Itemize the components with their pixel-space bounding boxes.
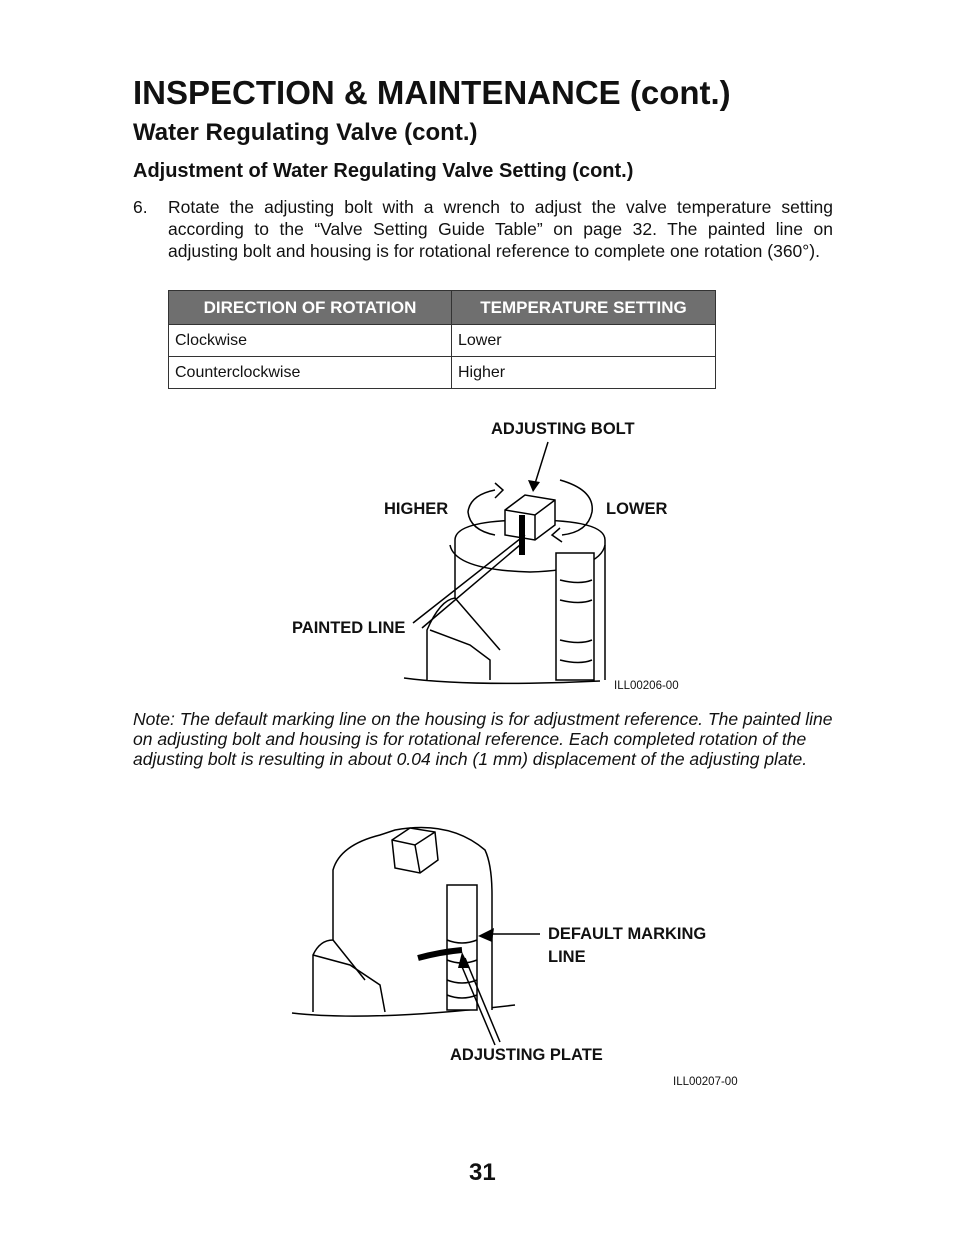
- default-marking-label-line2: LINE: [548, 948, 586, 966]
- table-cell-direction: Counterclockwise: [169, 357, 452, 389]
- higher-label: HIGHER: [384, 500, 449, 518]
- note-text: Note: The default marking line on the housing is for adjustment reference. The painted line on adjusting bolt and housing is for rotational reference. Each completed rotation of the adjusting bolt is resulting in about 0.04 inch (1 mm) displacement of the adjusting plate.: [133, 709, 833, 769]
- section-subtitle: Water Regulating Valve (cont.): [133, 119, 478, 146]
- column-header-direction: DIRECTION OF ROTATION: [169, 291, 452, 325]
- figure-code: ILL00206-00: [614, 680, 679, 692]
- adjusting-bolt-label: ADJUSTING BOLT: [491, 420, 635, 438]
- default-marking-illustration: [0, 800, 954, 1060]
- page-title: INSPECTION & MAINTENANCE (cont.): [133, 74, 731, 111]
- table-cell-setting: Lower: [452, 325, 716, 357]
- table-cell-setting: Higher: [452, 357, 716, 389]
- figure-code: ILL00207-00: [673, 1076, 738, 1088]
- painted-line-label: PAINTED LINE: [292, 619, 406, 637]
- page-number: 31: [469, 1159, 496, 1186]
- step-text: Rotate the adjusting bolt with a wrench to adjust the valve temperature setting according to the “Valve Setting Guide Table” on page 32. The painted line on adjusting bolt and housing is for rotational reference to complete one rotation (360°).: [168, 197, 833, 261]
- table-cell-direction: Clockwise: [169, 325, 452, 357]
- step-number: 6.: [133, 197, 148, 217]
- adjusting-plate-label: ADJUSTING PLATE: [450, 1046, 603, 1064]
- column-header-temperature: TEMPERATURE SETTING: [452, 291, 716, 325]
- lower-label: LOWER: [606, 500, 668, 518]
- section-heading: Adjustment of Water Regulating Valve Setting (cont.): [133, 160, 634, 182]
- default-marking-label-line1: DEFAULT MARKING: [548, 925, 707, 943]
